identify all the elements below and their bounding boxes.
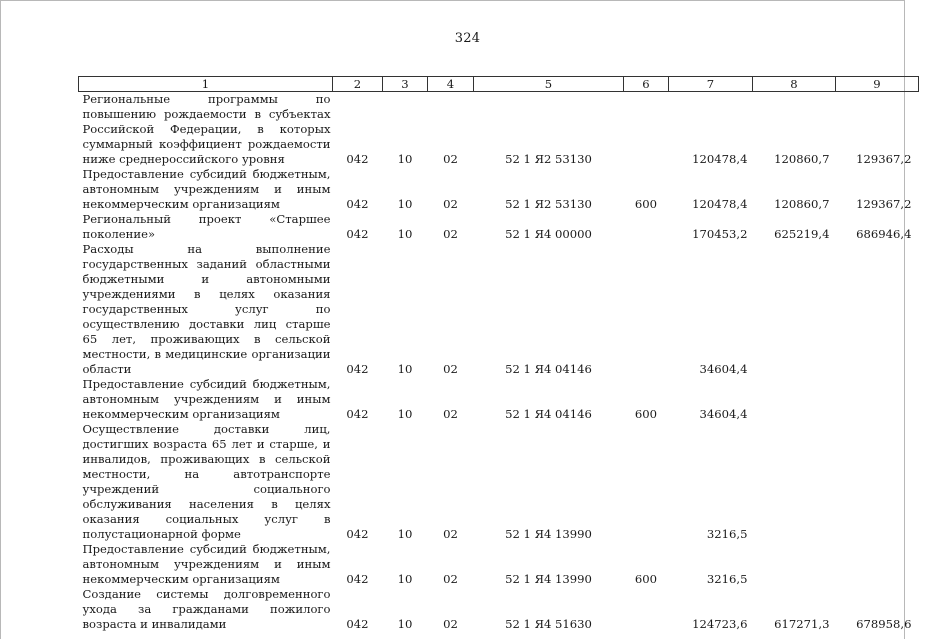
ministry-code-cell: 042 [346, 197, 369, 211]
section-code-cell: 10 [397, 572, 413, 586]
amount-year3-cell: 686946,4 [856, 227, 912, 241]
amount-year1-cell: 34604,4 [699, 407, 748, 421]
amount-year3-cell: 678958,6 [856, 617, 912, 631]
item-name-cell: Расходы на выполнение государственных заданий областными бюджетными и автономными учреждениями в целях оказания государственных услуг по осуществлению доставки лиц старше 65 лет, проживающих в сельской местности, в медицинские организации области [82, 242, 331, 376]
expense-type-cell [624, 212, 669, 242]
amount-year3-cell [836, 422, 919, 542]
ministry-code-cell: 042 [346, 152, 369, 166]
amount-year3-cell: 129367,2 [856, 197, 912, 211]
amount-year2-cell: 625219,4 [774, 227, 830, 241]
table-row [79, 542, 919, 587]
expense-type-cell [624, 587, 669, 632]
table-row [79, 167, 919, 212]
amount-year3-cell [836, 542, 919, 587]
column-header: 2 [333, 77, 383, 92]
table-row [79, 377, 919, 422]
subsection-code-cell: 02 [443, 617, 458, 631]
item-name-cell: Осуществление доставки лиц, достигших возраста 65 лет и старше, и инвалидов, проживающих в сельской местности, на автотранспорте учреждений социального обслуживания населения в целях оказания социальных услуг в полустационарной форме [82, 422, 331, 541]
amount-year2-cell [753, 377, 836, 422]
ministry-code-cell: 042 [346, 617, 369, 631]
item-name-cell: Региональные программы по повышению рождаемости в субъектах Российской Федерации, в которых суммарный коэффициент рождаемости ниже среднероссийского уровня [82, 92, 331, 166]
column-header: 3 [383, 77, 428, 92]
section-code-cell: 10 [397, 617, 413, 631]
ministry-code-cell: 042 [346, 227, 369, 241]
budget-table [78, 76, 919, 632]
target-article-cell: 52 1 Я4 04146 [505, 407, 592, 421]
target-article-cell: 52 1 Я4 13990 [505, 527, 592, 541]
section-code-cell: 10 [397, 227, 413, 241]
page-number: 324 [454, 31, 481, 46]
amount-year2-cell [753, 542, 836, 587]
target-article-cell: 52 1 Я4 04146 [505, 362, 592, 376]
subsection-code-cell: 02 [443, 407, 458, 421]
subsection-code-cell: 02 [443, 197, 458, 211]
section-code-cell: 10 [397, 197, 413, 211]
column-header: 5 [474, 77, 624, 92]
amount-year2-cell: 120860,7 [774, 152, 830, 166]
column-number-header-row [79, 77, 919, 92]
section-code-cell: 10 [397, 152, 413, 166]
table-row [79, 242, 919, 377]
target-article-cell: 52 1 Я2 53130 [505, 152, 592, 166]
amount-year1-cell: 34604,4 [699, 362, 748, 376]
ministry-code-cell: 042 [346, 572, 369, 586]
amount-year1-cell: 3216,5 [706, 572, 748, 586]
target-article-cell: 52 1 Я4 13990 [505, 572, 592, 586]
column-header: 9 [836, 77, 919, 92]
ministry-code-cell: 042 [346, 527, 369, 541]
amount-year3-cell [836, 377, 919, 422]
ministry-code-cell: 042 [346, 407, 369, 421]
amount-year1-cell: 170453,2 [692, 227, 748, 241]
amount-year3-cell: 129367,2 [856, 152, 912, 166]
expense-type-cell [624, 92, 669, 168]
item-name-cell: Создание системы долговременного ухода за гражданами пожилого возраста и инвалидами [82, 587, 331, 631]
column-header: 8 [753, 77, 836, 92]
column-header: 1 [79, 77, 333, 92]
expense-type-cell [624, 242, 669, 377]
amount-year1-cell: 120478,4 [692, 197, 748, 211]
ministry-code-cell: 042 [346, 362, 369, 376]
amount-year2-cell [753, 422, 836, 542]
target-article-cell: 52 1 Я2 53130 [505, 197, 592, 211]
expense-type-cell: 600 [634, 197, 658, 211]
amount-year2-cell: 617271,3 [774, 617, 830, 631]
table-row [79, 587, 919, 632]
amount-year1-cell: 124723,6 [692, 617, 748, 631]
subsection-code-cell: 02 [443, 572, 458, 586]
amount-year2-cell [753, 242, 836, 377]
amount-year1-cell: 120478,4 [692, 152, 748, 166]
amount-year1-cell: 3216,5 [706, 527, 748, 541]
subsection-code-cell: 02 [443, 362, 458, 376]
column-header: 6 [624, 77, 669, 92]
section-code-cell: 10 [397, 527, 413, 541]
subsection-code-cell: 02 [443, 227, 458, 241]
amount-year2-cell: 120860,7 [774, 197, 830, 211]
section-code-cell: 10 [397, 362, 413, 376]
table-row [79, 422, 919, 542]
column-header: 7 [669, 77, 753, 92]
table-row [79, 92, 919, 168]
subsection-code-cell: 02 [443, 527, 458, 541]
target-article-cell: 52 1 Я4 51630 [505, 617, 592, 631]
section-code-cell: 10 [397, 407, 413, 421]
subsection-code-cell: 02 [443, 152, 458, 166]
expense-type-cell [624, 422, 669, 542]
amount-year3-cell [836, 242, 919, 377]
expense-type-cell: 600 [634, 407, 658, 421]
table-row [79, 212, 919, 242]
column-header: 4 [428, 77, 474, 92]
item-name-cell: Предоставление субсидий бюджетным, автономным учреждениям и иным некоммерческим организациям [82, 542, 331, 586]
target-article-cell: 52 1 Я4 00000 [505, 227, 592, 241]
item-name-cell: Предоставление субсидий бюджетным, автономным учреждениям и иным некоммерческим организациям [82, 377, 331, 421]
item-name-cell: Региональный проект «Старшее поколение» [82, 212, 331, 241]
expense-type-cell: 600 [634, 572, 658, 586]
item-name-cell: Предоставление субсидий бюджетным, автономным учреждениям и иным некоммерческим организациям [82, 167, 331, 211]
